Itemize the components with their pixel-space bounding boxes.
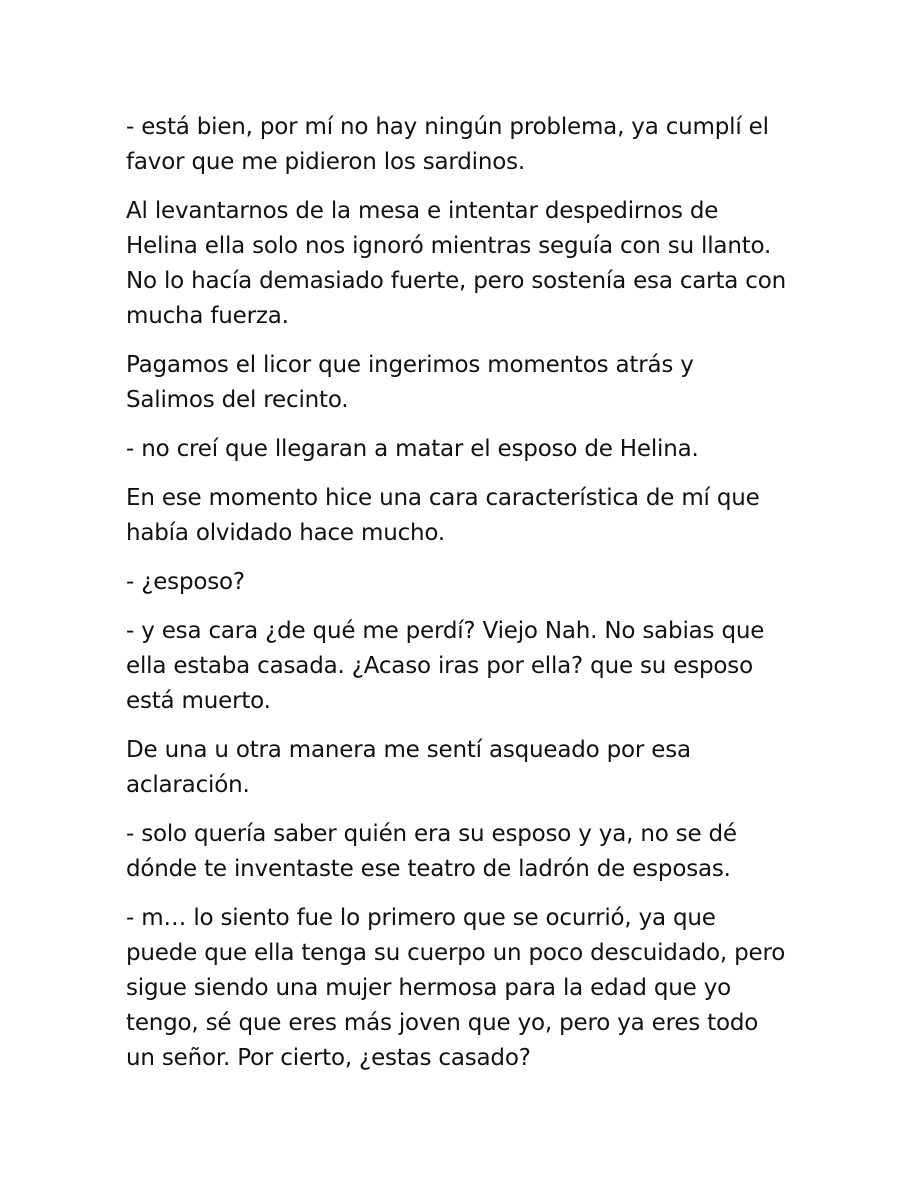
paragraph: Pagamos el licor que ingerimos momentos atrás y Salimos del recinto. (126, 352, 694, 413)
paragraph: Al levantarnos de la mesa e intentar despedirnos de Helina ella solo nos ignoró mientras seguía con su llanto. No lo hacía demasiado fuerte, pero sostenía esa carta con mucha fuerza. (126, 198, 786, 329)
document-page (126, 110, 786, 1090)
paragraph: - m… lo siento fue lo primero que se ocurrió, ya que puede que ella tenga su cuerpo un poco descuidado, pero sigue siendo una mujer hermosa para la edad que yo tengo, sé que eres más joven que yo, pero ya eres todo un señor. Por cierto, ¿estas casado? (126, 905, 786, 1071)
paragraph: - está bien, por mí no hay ningún problema, ya cumplí el favor que me pidieron los sardinos. (126, 114, 769, 175)
paragraph: - y esa cara ¿de qué me perdí? Viejo Nah. No sabias que ella estaba casada. ¿Acaso iras por ella? que su esposo está muerto. (126, 618, 765, 714)
paragraph: - no creí que llegaran a matar el esposo de Helina. (126, 436, 699, 462)
paragraph: - ¿esposo? (126, 569, 245, 595)
paragraph: En ese momento hice una cara característica de mí que había olvidado hace mucho. (126, 485, 760, 546)
paragraph: - solo quería saber quién era su esposo y ya, no se dé dónde te inventaste ese teatro de ladrón de esposas. (126, 821, 737, 882)
paragraph: De una u otra manera me sentí asqueado por esa aclaración. (126, 737, 691, 798)
